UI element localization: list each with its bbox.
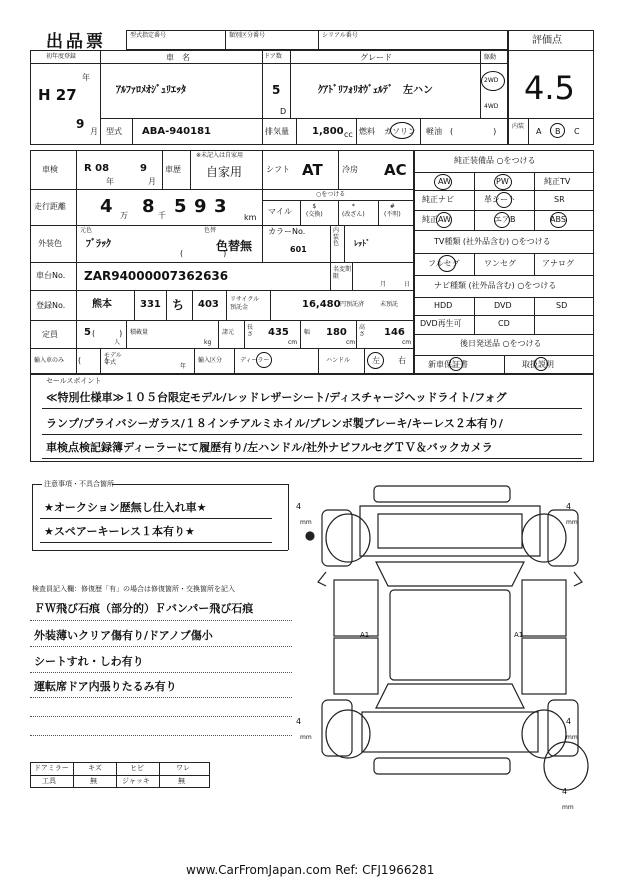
mileage-label: 走行距離 xyxy=(34,202,66,211)
tv-label: TV種類 (社外品含む) ○をつける xyxy=(434,237,551,246)
nav-dvd: DVD xyxy=(494,301,512,310)
reg-area: 熊本 xyxy=(92,299,112,310)
inspector-line-1: ＦＷ飛び石痕（部分的）Ｆバンパー飛び石痕 xyxy=(34,602,254,615)
tread-spare-unit: mm xyxy=(562,804,574,811)
fuel-circle xyxy=(390,122,414,139)
tv-analog: アナログ xyxy=(542,259,574,268)
meter-altered: * (改ざん) xyxy=(342,203,365,218)
year-unit: 年 xyxy=(82,73,90,82)
tread-rr-unit: mm xyxy=(566,734,578,741)
legend-h2: キズ xyxy=(88,764,102,772)
handle-left: 左 xyxy=(372,356,380,365)
equip-tv: 純正TV xyxy=(544,177,571,186)
height-label: 高さ xyxy=(359,324,366,338)
front-right-door xyxy=(522,580,566,636)
rear-left-door xyxy=(334,638,378,694)
fuel-paren: ( ) xyxy=(450,127,497,136)
model-label: 型式 xyxy=(106,127,122,136)
legend-h3: ヒビ xyxy=(130,764,144,772)
disp-unit: cc xyxy=(344,130,353,139)
nav-hdd: HDD xyxy=(434,301,453,310)
rear-right-door xyxy=(522,638,566,694)
man-unit: 万 xyxy=(120,211,128,220)
tread-fl-unit: mm xyxy=(300,519,312,526)
notes-line-2: ★スペアーキーレス１本有り★ xyxy=(44,525,195,538)
meter-mile: マイル xyxy=(268,207,292,216)
diesel-label: 軽油 xyxy=(426,127,442,136)
sales-line-2: ランプ/プライバシーガラス/１８インチアルミホイル/ブレンボ製ブレーキ/キーレス２本有り/ xyxy=(46,417,503,430)
handle-right: 右 xyxy=(398,356,406,365)
capacity-paren: ( ) xyxy=(92,329,123,338)
left-mirror xyxy=(318,572,326,586)
meter-unknown: # (不明) xyxy=(384,203,401,218)
car-name: ｱﾙﾌｧﾛﾒｵｼﾞｭﾘｴｯﾀ xyxy=(116,85,186,96)
use-label: 車歴 xyxy=(165,165,181,174)
equip-airbag-circle xyxy=(494,212,510,228)
tv-fullseg: フルセグ xyxy=(428,259,460,268)
width-value: 180 xyxy=(326,327,347,338)
score-label: 評価点 xyxy=(532,35,562,46)
interior-a: A xyxy=(536,127,542,136)
front-right-tire xyxy=(522,514,566,562)
category-label: 類別区分番号 xyxy=(229,32,266,39)
notes-label: 注意事項・不具合箇所 xyxy=(44,480,114,488)
color-orig-label: 元色 xyxy=(80,227,93,234)
header-id-box xyxy=(126,30,508,50)
inspector-line-4: 運転席ドア内張りたるみ有り xyxy=(34,680,177,693)
tread-fr-unit: mm xyxy=(566,519,578,526)
equip-airbag: エアB xyxy=(494,215,516,224)
import-type-label: 輸入区分 xyxy=(198,357,223,364)
equip-leather-circle xyxy=(496,192,512,208)
month-unit: 月 xyxy=(90,127,98,136)
hood-panel xyxy=(378,514,522,548)
trunk xyxy=(362,712,538,752)
front-left-tire xyxy=(326,514,370,562)
inspector-line-3: シートすれ・しわ有り xyxy=(34,655,144,668)
sales-line-3: 車検点検記録簿ディーラーにて履歴有り/左ハンドル/社外ナビフルセグＴＶ＆バックカメラ xyxy=(46,441,493,454)
disp-value: 1,800 xyxy=(312,126,344,137)
car-damage-diagram xyxy=(290,476,610,816)
km-unit: km xyxy=(244,213,257,222)
notes-line-1: ★オークション歴無し仕入れ車★ xyxy=(44,501,207,514)
tread-fl: 4 xyxy=(296,502,302,511)
mileage-digit-1: 4 xyxy=(100,196,113,217)
drive-label: 駆動 xyxy=(484,54,497,61)
name-change-month: 月 xyxy=(380,281,387,288)
doors-suffix: D xyxy=(280,107,287,116)
rear-right-tire xyxy=(522,710,566,758)
interior-b-circle xyxy=(550,123,565,138)
length-label: 長さ xyxy=(247,324,254,338)
import-paren: ( ) xyxy=(78,356,109,365)
rear-bumper xyxy=(374,758,510,774)
mileage-digit-4: 9 xyxy=(194,196,207,217)
chassis-label: 車台No. xyxy=(36,271,66,280)
color-paren: ( ) xyxy=(180,249,227,258)
inspector-line-2: 外装薄いクリア傷有り/ドアノブ傷小 xyxy=(34,629,213,642)
equip-navi: 純正ナビ xyxy=(422,195,454,204)
legend-h4: ワレ xyxy=(176,764,190,772)
mileage-digit-3: 5 xyxy=(174,196,187,217)
tread-rl: 4 xyxy=(296,717,302,726)
legend-v1: 工具 xyxy=(42,777,56,785)
sales-label: セールスポイント xyxy=(46,377,102,385)
int-color: ﾚｯﾄﾞ xyxy=(354,239,370,248)
shaken-label: 車検 xyxy=(42,165,58,174)
footer-ref: www.CarFromJapan.com Ref: CFJ1966281 xyxy=(186,863,435,877)
inspector-label: 検査員記入欄：修復歴「有」の場合は修復箇所・交換箇所を記入 xyxy=(32,585,235,593)
score-value: 4.5 xyxy=(524,69,575,107)
post-warranty: 新車保証書 xyxy=(428,360,468,369)
grade-value: ｸｱﾄﾞﾘﾌｫﾘｵｳﾞｪﾙﾃﾞ 左ハン xyxy=(318,85,433,96)
handle-left-circle xyxy=(367,352,384,369)
model-year-unit: 年 xyxy=(180,363,187,370)
load-unit: kg xyxy=(204,339,212,346)
equip-genuine-aw: 純正AW xyxy=(422,215,451,224)
shaken-month-unit: 月 xyxy=(148,177,156,186)
interior-b: B xyxy=(555,127,561,136)
reg-class: 331 xyxy=(140,299,161,310)
post-label: 後日発送品 ○をつける xyxy=(460,339,542,348)
recycle-unit: 円預託済 xyxy=(340,301,365,308)
color-no-label: カラーNo. xyxy=(268,227,306,236)
sheet-title: 出品票 xyxy=(46,32,106,52)
drive-2wd-circle xyxy=(481,71,505,91)
doors-value: 5 xyxy=(272,83,281,97)
grade-label: グレード xyxy=(360,53,392,62)
front-left-door xyxy=(334,580,378,636)
name-change-day: 日 xyxy=(404,281,411,288)
post-manual: 取扱説明 xyxy=(522,360,554,369)
genuine-label: 純正装備品 ○をつける xyxy=(454,156,536,165)
tread-rl-unit: mm xyxy=(300,734,312,741)
tread-spare: 4 xyxy=(562,787,568,796)
color-value: ﾌﾞﾗｯｸ xyxy=(86,239,111,250)
reg-label: 登録No. xyxy=(36,301,66,310)
meter-note: ○をつける xyxy=(316,191,346,198)
first-reg-label: 初年度登録 xyxy=(46,53,77,60)
length-value: 435 xyxy=(268,327,289,338)
equip-sr: SR xyxy=(554,195,565,204)
equip-abs-circle xyxy=(550,212,567,228)
drive-2wd: 2WD xyxy=(484,77,499,84)
equip-aw: AW xyxy=(438,177,451,186)
right-mirror xyxy=(574,572,582,586)
equip-abs: ABS xyxy=(550,215,566,224)
mileage-digit-5: 3 xyxy=(214,196,227,217)
interior-label: 内装 xyxy=(512,123,525,130)
nav-sd: SD xyxy=(556,301,568,310)
serial-label: シリアル番号 xyxy=(322,32,358,39)
height-unit: cm xyxy=(402,339,412,346)
mileage-digit-2: 8 xyxy=(142,196,155,217)
post-warranty-circle xyxy=(449,357,463,371)
legend-h1: ドアミラー xyxy=(34,764,69,772)
capacity-label: 定員 xyxy=(42,330,58,339)
damage-mark-left-door: A1 xyxy=(360,631,370,639)
sen-unit: 千 xyxy=(158,211,166,220)
equip-pw: PW xyxy=(496,177,509,186)
tread-fr: 4 xyxy=(566,502,572,511)
shaken-value: R 08 xyxy=(84,163,110,174)
import-label: 輸入車のみ xyxy=(34,357,65,364)
reg-kana: ち xyxy=(172,298,185,312)
equip-genuine-aw-circle xyxy=(436,212,452,228)
color-change-label: 色替 xyxy=(204,227,217,234)
legend-v4: 無 xyxy=(178,777,185,785)
doors-label: ドア数 xyxy=(264,53,282,60)
reg-number: 403 xyxy=(198,299,219,310)
interior-c: C xyxy=(574,127,580,136)
rear-left-tire xyxy=(326,710,370,758)
legend-v3: ジャッキ xyxy=(122,777,150,785)
height-value: 146 xyxy=(384,327,405,338)
shaken-year-unit: 年 xyxy=(106,177,114,186)
spare-tire xyxy=(544,742,588,790)
chassis-number: ZAR94000007362636 xyxy=(84,269,229,283)
fuel-label: 燃料 xyxy=(359,127,375,136)
rear-glass xyxy=(376,684,524,708)
length-unit: cm xyxy=(288,339,298,346)
nav-cd: CD xyxy=(498,319,510,328)
car-name-label: 車 名 xyxy=(166,53,190,62)
handle-label: ハンドル xyxy=(326,357,351,364)
equip-aw-circle xyxy=(434,174,452,190)
capacity-value: 5 xyxy=(84,327,91,338)
capacity-unit: 人 xyxy=(114,339,121,346)
import-dealer: ディーラー xyxy=(240,357,270,364)
tv-oneseg: ワンセグ xyxy=(484,259,516,268)
use-value: 自家用 xyxy=(206,165,243,179)
recycle-value: 16,480 xyxy=(302,299,341,310)
post-manual-circle xyxy=(534,357,548,371)
shaken-month: 9 xyxy=(140,163,147,174)
width-unit: cm xyxy=(346,339,356,346)
first-reg-year: H 27 xyxy=(38,86,77,104)
damage-mark-right-door: A1 xyxy=(514,631,524,639)
color-change-value: 色替無 xyxy=(216,239,253,253)
name-change-label: 名変期限 xyxy=(333,266,352,281)
shift-value: AT xyxy=(302,161,323,179)
load-label: 積載量 xyxy=(130,329,149,336)
fuel-gasoline: ガソリン xyxy=(384,127,416,136)
meter-exchange: $ (交換) xyxy=(306,203,323,218)
disp-label: 排気量 xyxy=(265,127,289,136)
width-label: 幅 xyxy=(304,329,311,336)
use-note: ※未記入は自家用 xyxy=(196,152,244,159)
nav-label: ナビ種類 (社外品含む) ○をつける xyxy=(434,281,557,290)
model-year-label: モデル 年式 xyxy=(104,352,122,367)
nav-dvd-play: DVD再生可 xyxy=(420,319,462,328)
ac-label: 冷房 xyxy=(342,165,358,174)
tv-fullseg-circle xyxy=(438,255,456,272)
equip-leather: 革シート xyxy=(484,195,516,204)
tread-rr: 4 xyxy=(566,717,572,726)
model-code: ABA-940181 xyxy=(142,126,211,137)
dims-label: 諸元 xyxy=(222,329,235,336)
first-reg-month: 9 xyxy=(76,117,85,131)
drive-4wd: 4WD xyxy=(484,103,499,110)
legend-v2: 無 xyxy=(90,777,97,785)
recycle-not: 未預託 xyxy=(380,301,399,308)
int-color-label: 内装色 xyxy=(333,227,340,248)
color-no: 601 xyxy=(290,245,307,254)
sales-line-1: ≪特別仕様車≫１０５台限定モデル/レッドレザーシート/ディスチャージヘッドライト/フォグ xyxy=(46,391,507,404)
shift-label: シフト xyxy=(266,165,290,174)
recycle-label: リサイクル 預託金 xyxy=(230,296,260,311)
dealer-circle xyxy=(256,352,272,368)
windshield xyxy=(376,562,524,586)
front-bumper xyxy=(374,486,510,502)
equip-pw-circle xyxy=(494,174,512,190)
roof xyxy=(390,590,510,680)
ac-value: AC xyxy=(384,161,407,179)
color-label: 外装色 xyxy=(38,239,62,248)
type-cert-label: 型式指定番号 xyxy=(130,32,167,39)
